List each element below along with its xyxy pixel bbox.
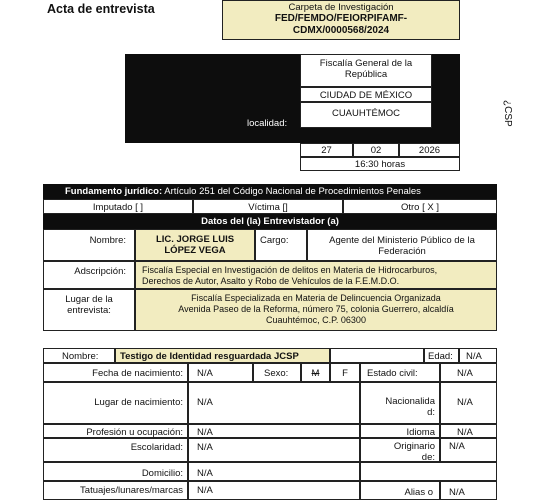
carpeta-label: Carpeta de Investigación <box>288 2 394 13</box>
witness-name-value: Testigo de Identidad resguardada JCSP <box>115 348 330 363</box>
date-time: 16:30 horas <box>300 157 460 171</box>
cargo-value-cell <box>307 229 497 261</box>
entity-cell <box>300 54 432 87</box>
lugar-label-line1: Lugar de la <box>65 294 113 305</box>
role-imputado: Imputado [ ] <box>43 199 193 214</box>
nationality-label-line1: Nacionalida <box>385 396 435 407</box>
carpeta-number-line1: FED/FEMDO/FEIORPIFAMF- <box>274 13 408 24</box>
adscripcion-label-cell: Adscripción: <box>43 261 135 289</box>
address-blank-cell <box>360 462 497 481</box>
sex-f-option: F <box>330 363 360 382</box>
lugar-line3: Cuauhtémoc, C.P. 06300 <box>266 315 366 325</box>
occupation-label: Profesión u ocupación: <box>43 424 188 438</box>
interviewer-name-line1: LIC. JORGE LUIS <box>155 234 235 245</box>
origin-label-line1: Originario <box>393 441 435 452</box>
nationality-value: N/A <box>440 382 497 424</box>
lugar-value-cell <box>135 289 497 331</box>
date-day: 27 <box>300 143 353 157</box>
schooling-value: N/A <box>188 438 360 462</box>
alias-label: Alias o <box>360 481 440 500</box>
adscripcion-line1: Fiscalía Especial en Investigación de delitos en Materia de Hidrocarburos, <box>142 265 438 275</box>
role-otro: Otro [ X ] <box>343 199 497 214</box>
lugar-line2: Avenida Paseo de la Reforma, número 75, colonia Guerrero, alcaldía <box>178 304 454 314</box>
lugar-line1: Fiscalía Especializada en Materia de Delincuencia Organizada <box>191 293 441 303</box>
civil-status-label: Estado civil: <box>360 363 440 382</box>
entrevistador-section-title: Datos del (la) Entrevistador (a) <box>43 214 497 229</box>
date-month: 02 <box>353 143 399 157</box>
witness-name-label: Nombre: <box>43 348 115 363</box>
marks-label: Tatuajes/lunares/marcas <box>43 481 188 500</box>
cargo-line1: Agente del Ministerio Público de la <box>329 235 475 246</box>
origin-label-cell <box>360 438 440 462</box>
adscripcion-line2: Derechos de Autor, Asalto y Robo de Vehículos de la F.E.M.D.O. <box>142 276 400 286</box>
origin-label-line2: de: <box>421 452 435 463</box>
sex-m-option: M <box>301 363 330 382</box>
birthdate-label: Fecha de nacimiento: <box>43 363 188 382</box>
witness-blank-cell <box>330 348 424 363</box>
nationality-label-cell <box>360 382 440 424</box>
marks-value: N/A <box>188 481 360 500</box>
side-mark: ¿CSP <box>502 100 513 127</box>
role-victima: Víctima [] <box>193 199 343 214</box>
nombre-label-cell: Nombre: <box>43 229 135 261</box>
cargo-line2: Federación <box>378 246 426 257</box>
address-label: Domicilio: <box>43 462 188 481</box>
adscripcion-value-cell <box>135 261 497 289</box>
birthplace-label: Lugar de nacimiento: <box>43 382 188 424</box>
nationality-label-line2: d: <box>427 407 435 418</box>
entity-line1: Fiscalía General de la <box>319 58 413 69</box>
sex-label: Sexo: <box>253 363 301 382</box>
address-value: N/A <box>188 462 360 481</box>
schooling-label: Escolaridad: <box>43 438 188 462</box>
cargo-label-cell: Cargo: <box>255 229 307 261</box>
entity-line2: República <box>344 69 388 80</box>
civil-status-value: N/A <box>440 363 497 382</box>
date-year: 2026 <box>399 143 460 157</box>
fundamento-label: Fundamento jurídico: <box>65 186 163 197</box>
lugar-label-line2: entrevista: <box>67 305 111 316</box>
origin-value: N/A <box>440 438 497 462</box>
carpeta-box <box>222 0 460 40</box>
lugar-label-cell <box>43 289 135 331</box>
city-cell: CIUDAD DE MÉXICO <box>300 87 432 102</box>
interviewer-name-cell <box>135 229 255 261</box>
witness-age-label: Edad: <box>424 348 459 363</box>
language-value: N/A <box>440 424 497 438</box>
document-title: Acta de entrevista <box>47 2 155 16</box>
carpeta-number-line2: CDMX/0000568/2024 <box>292 25 390 36</box>
fundamento-value: Artículo 251 del Código Nacional de Procedimientos Penales <box>164 186 421 197</box>
interviewer-name-line2: LÓPEZ VEGA <box>164 245 226 256</box>
language-label: Idioma <box>360 424 440 438</box>
birthdate-value: N/A <box>188 363 253 382</box>
localidad-cell: CUAUHTÉMOC <box>300 102 432 128</box>
occupation-value: N/A <box>188 424 360 438</box>
fundamento-row <box>43 184 497 199</box>
birthplace-value: N/A <box>188 382 360 424</box>
alias-value: N/A <box>440 481 497 500</box>
witness-age-value: N/A <box>459 348 497 363</box>
localidad-label: localidad: <box>247 118 288 129</box>
